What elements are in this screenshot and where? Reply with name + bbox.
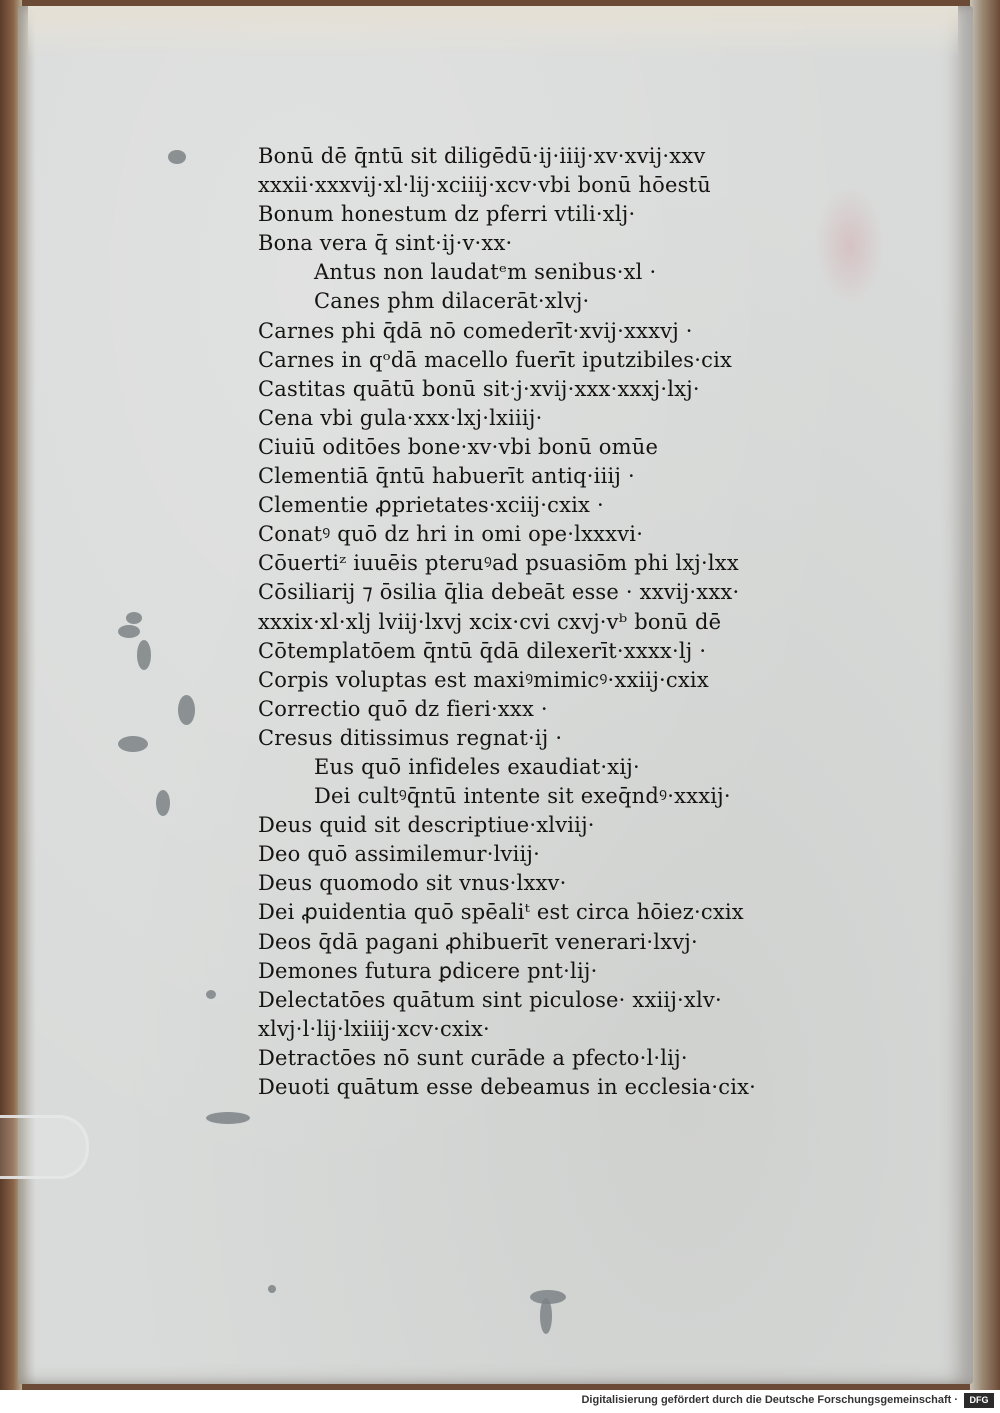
index-line: Cena vbi gula·xxx·lxj·lxiiij·: [258, 405, 543, 430]
index-line: Castitas quātū bonū sit·j·xvij·xxx·xxxj·lxj·: [258, 376, 700, 401]
index-line: Antus non laudatᵉm senibus·xl ·: [314, 260, 657, 285]
index-line: Carnes in qᵒdā macello fuerīt iputzibiles·cix: [258, 347, 733, 372]
stain-mark: [178, 695, 195, 725]
stain-mark: [206, 1112, 250, 1124]
index-line: Bona vera q̄ sint·ij·v·xx·: [258, 231, 513, 256]
index-line: Eus quō infideles exaudiat·xij·: [314, 754, 640, 779]
index-line: Ciuiū oditōes bone·xv·vbi bonū omūe: [258, 434, 659, 459]
index-line: Clementie ꝓprietates·xciij·cxix ·: [258, 493, 604, 518]
stain-mark: [206, 990, 216, 999]
index-text-block: [258, 142, 858, 1102]
index-line: Clementiā q̄ntū habuerīt antiq·iiij ·: [258, 464, 635, 489]
dfg-logo: DFG: [964, 1393, 994, 1408]
index-line: Cōuertiᶻ iuuēis pteruꝰad psuasiōm phi lxj·lxx: [258, 551, 739, 576]
index-line: Canes phm dilacerāt·xlvj·: [314, 289, 590, 314]
index-line: Dei cultꝰq̄ntū intente sit exeq̄ndꝰ·xxxij·: [314, 784, 731, 809]
stain-mark: [137, 640, 151, 670]
stain-mark: [118, 736, 148, 752]
stain-mark: [540, 1298, 552, 1334]
stain-mark: [118, 625, 140, 638]
index-line: Bonum honestum dz pferri vtili·xlj·: [258, 202, 636, 227]
stain-mark: [126, 612, 142, 624]
index-line: Deus quid sit descriptiue·xlviij·: [258, 813, 595, 838]
page-top-edge: [28, 6, 958, 58]
index-line: Dei ꝓuidentia quō spēaliᵗ est circa hōiez·cxix: [258, 900, 744, 925]
index-line: Correctio quō dz fieri·xxx ·: [258, 696, 548, 721]
index-line: Cresus ditissimus regnat·ij ·: [258, 725, 563, 750]
index-line: Detractōes nō sunt curāde a pfecto·l·lij·: [258, 1045, 688, 1070]
page-clip: [0, 1115, 89, 1179]
index-line: Deus quomodo sit vnus·lxxv·: [258, 871, 567, 896]
index-line: Deo quō assimilemur·lviij·: [258, 842, 540, 867]
index-line: xlvj·l·lij·lxiiij·xcv·cxix·: [258, 1016, 490, 1041]
index-line: Bonū dē q̄ntū sit diligēdū·ij·iiij·xv·xvij·xxv: [258, 144, 706, 168]
index-line: Deos q̄dā pagani ꝓhibuerīt venerari·lxvj·: [258, 929, 698, 954]
stain-mark: [168, 150, 186, 164]
index-line: Delectatōes quātum sint piculose· xxiij·xlv·: [258, 987, 722, 1012]
index-line: Deuoti quātum esse debeamus in ecclesia·cix·: [258, 1075, 757, 1099]
index-line: xxxix·xl·xlj lviij·lxvj xcix·cvi cxvj·vᵇ bonū dē: [258, 609, 722, 634]
stain-mark: [268, 1285, 276, 1293]
index-line: xxxii·xxxvij·xl·lij·xciiij·xcv·vbi bonū hōestū: [258, 173, 711, 198]
index-line: Corpis voluptas est maxiꝰmimicꝰ·xxiij·cxix: [258, 667, 709, 692]
book-cover-right-edge: [970, 0, 1000, 1390]
index-line: Cōsiliarij ⁊ ōsilia q̄lia debeāt esse · xxvij·xxx·: [258, 580, 740, 605]
index-line: Carnes phi q̄dā nō comederīt·xvij·xxxvj ·: [258, 318, 693, 343]
digitization-footer: [0, 1390, 1000, 1413]
stain-mark: [156, 790, 170, 816]
funding-credit: Digitalisierung gefördert durch die Deutsche Forschungsgemeinschaft ·: [581, 1394, 958, 1406]
index-line: Cōtemplatōem q̄ntū q̄dā dilexerīt·xxxx·lj ·: [258, 638, 707, 663]
index-line: Demones futura ꝑdicere pnt·lij·: [258, 958, 598, 983]
index-line: Conatꝰ quō dz hri in omi ope·lxxxvi·: [258, 522, 644, 547]
